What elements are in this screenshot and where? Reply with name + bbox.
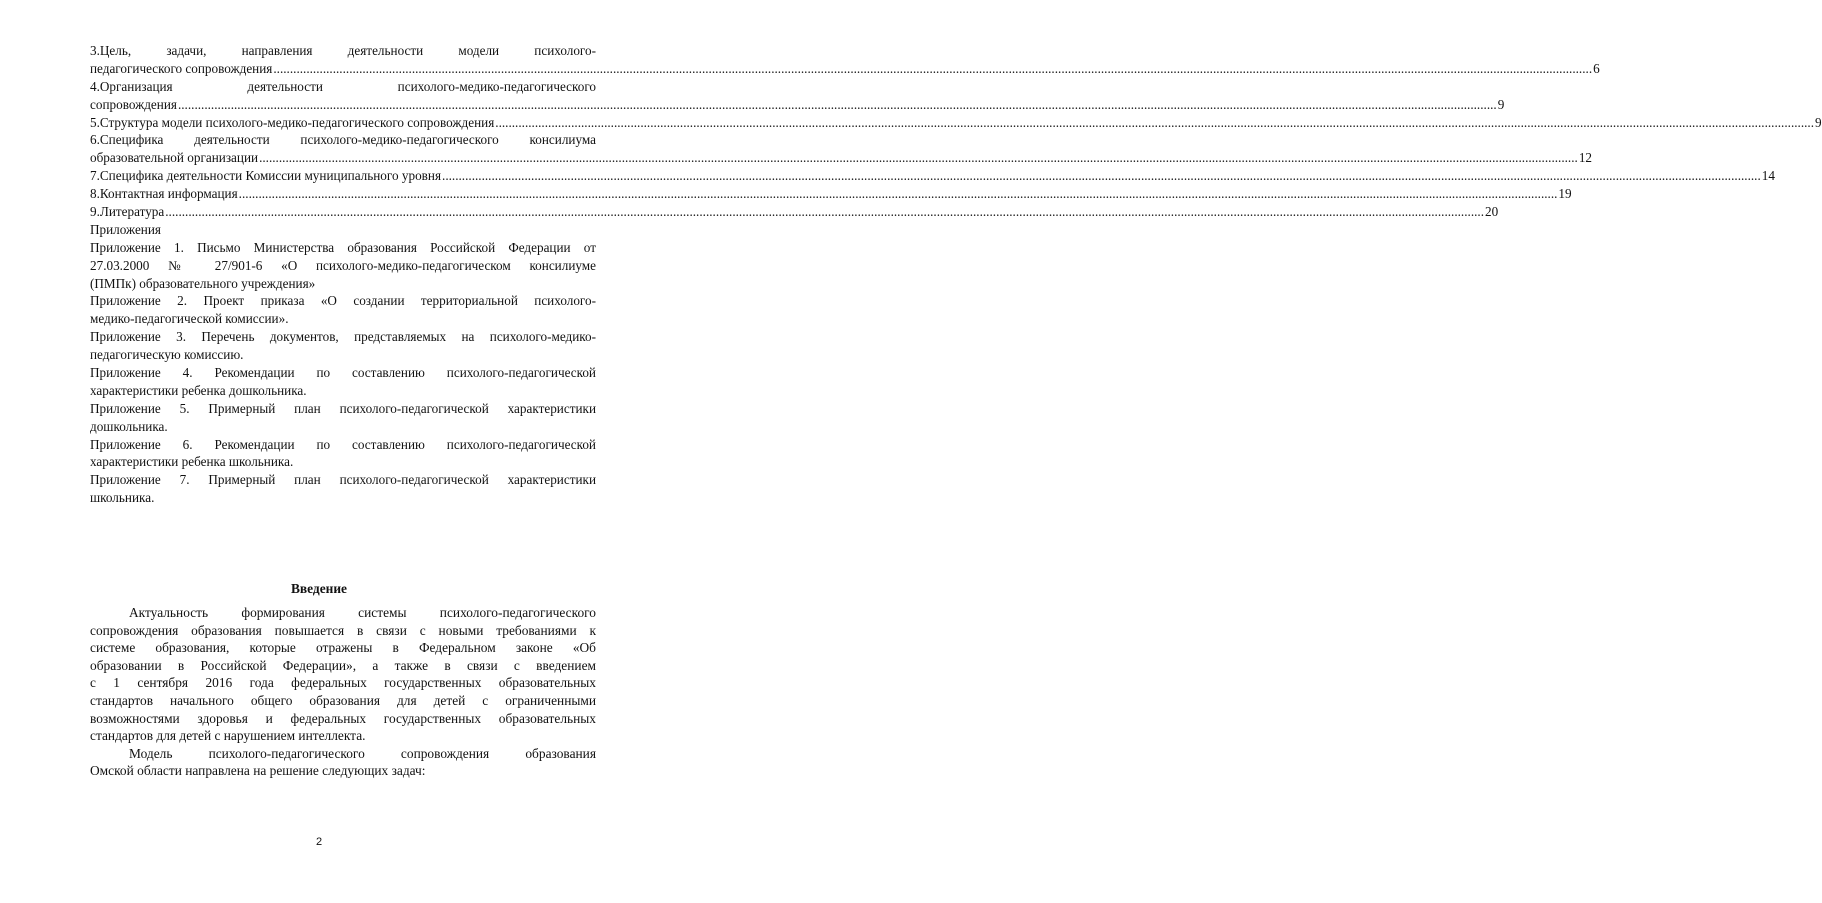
toc-leader-dots: ................................................................................................................................................................................................................................................................................................................................................................................................................ (165, 204, 1484, 220)
toc-entry-title: 5.Структура модели психолого-медико-педагогического сопровождения (90, 114, 495, 130)
appendix-line: Приложение 7. Примерный план психолого-педагогической характеристики (90, 472, 596, 488)
paragraph-line: возможностями здоровья и федеральных государственных образовательных (90, 710, 596, 726)
appendix-line: школьника. (90, 490, 155, 506)
toc-leader-dots: ................................................................................................................................................................................................................................................................................................................................................................................................................ (273, 60, 1593, 76)
paragraph-line: сопровождения образования повышается в связи с новыми требованиями к (90, 622, 596, 638)
toc-entry (90, 167, 1775, 185)
appendices-heading: Приложения (90, 221, 161, 237)
paragraph-line: стандартов для детей с нарушением интеллекта. (90, 728, 366, 744)
toc-page-number: 14 (1761, 168, 1775, 184)
page-number: 2 (315, 836, 323, 848)
toc-page-number: 9 (1815, 114, 1822, 130)
toc-line: 4.Организация деятельности психолого-медико-педагогического (90, 78, 596, 94)
appendix-line: Приложение 4. Рекомендации по составлению психолого-педагогической (90, 365, 596, 381)
toc-entry (90, 203, 1499, 221)
toc-page-number: 19 (1558, 186, 1572, 202)
appendix-line: (ПМПк) образовательного учреждения» (90, 275, 316, 291)
appendix-line: медико-педагогической комиссии». (90, 311, 289, 327)
appendix-line: характеристики ребенка дошкольника. (90, 382, 307, 398)
toc-page-number: 20 (1485, 204, 1499, 220)
toc-entry-title: образовательной организации (90, 150, 259, 166)
toc-entry-title: сопровождения (90, 96, 177, 112)
toc-leader-dots: ................................................................................................................................................................................................................................................................................................................................................................................................................ (495, 114, 1815, 130)
toc-page-number: 9 (1497, 96, 1505, 112)
introduction-title: Введение (290, 581, 348, 596)
paragraph-line: образовании в Российской Федерации», а также в связи с введением (90, 657, 596, 673)
paragraph-line: Омской области направлена на решение следующих задач: (90, 763, 426, 779)
table-of-contents (90, 42, 1822, 507)
appendix-line: Приложение 2. Проект приказа «О создании территориальной психолого- (90, 293, 596, 309)
appendix-line: характеристики ребенка школьника. (90, 454, 294, 470)
toc-entry (90, 96, 1505, 114)
toc-line: 3.Цель, задачи, направления деятельности модели психолого- (90, 43, 596, 58)
appendix-line: Приложение 1. Письмо Министерства образования Российской Федерации от (90, 239, 596, 255)
appendix-line: Приложение 3. Перечень документов, представляемых на психолого-медико- (90, 329, 596, 345)
appendix-line: дошкольника. (90, 418, 168, 434)
introduction-body (90, 604, 596, 780)
paragraph-line: системе образования, которые отражены в Федеральном законе «Об (90, 640, 596, 656)
toc-page-number: 6 (1593, 60, 1600, 76)
appendix-line: Приложение 6. Рекомендации по составлению психолого-педагогической (90, 436, 596, 452)
toc-entry-title: 7.Специфика деятельности Комиссии муниципального уровня (90, 168, 442, 184)
appendix-line: Приложение 5. Примерный план психолого-педагогической характеристики (90, 400, 596, 416)
toc-leader-dots: ................................................................................................................................................................................................................................................................................................................................................................................................................ (177, 96, 1497, 112)
paragraph-line: Актуальность формирования системы психолого-педагогического (129, 605, 596, 620)
appendix-line: 27.03.2000 № 27/901-6 «О психолого-медико-педагогическом консилиуме (90, 257, 596, 273)
appendix-line: педагогическую комиссию. (90, 347, 244, 363)
toc-leader-dots: ................................................................................................................................................................................................................................................................................................................................................................................................................ (238, 186, 1558, 202)
toc-entry (90, 60, 1600, 78)
toc-entry-title: педагогического сопровождения (90, 60, 273, 76)
toc-leader-dots: ................................................................................................................................................................................................................................................................................................................................................................................................................ (442, 168, 1761, 184)
toc-entry-title: 8.Контактная информация (90, 186, 238, 202)
toc-entry (90, 149, 1592, 167)
paragraph-line: Модель психолого-педагогического сопровождения образования (129, 745, 596, 761)
toc-leader-dots: ................................................................................................................................................................................................................................................................................................................................................................................................................ (259, 150, 1578, 166)
toc-entry (90, 185, 1572, 203)
toc-entry-title: 9.Литература (90, 204, 165, 220)
toc-page-number: 12 (1578, 150, 1592, 166)
paragraph-line: стандартов начального общего образования для детей с ограниченными (90, 692, 596, 708)
toc-line: 6.Специфика деятельности психолого-медико-педагогического консилиума (90, 132, 596, 148)
toc-entry (90, 114, 1822, 132)
paragraph-line: с 1 сентября 2016 года федеральных государственных образовательных (90, 675, 596, 691)
